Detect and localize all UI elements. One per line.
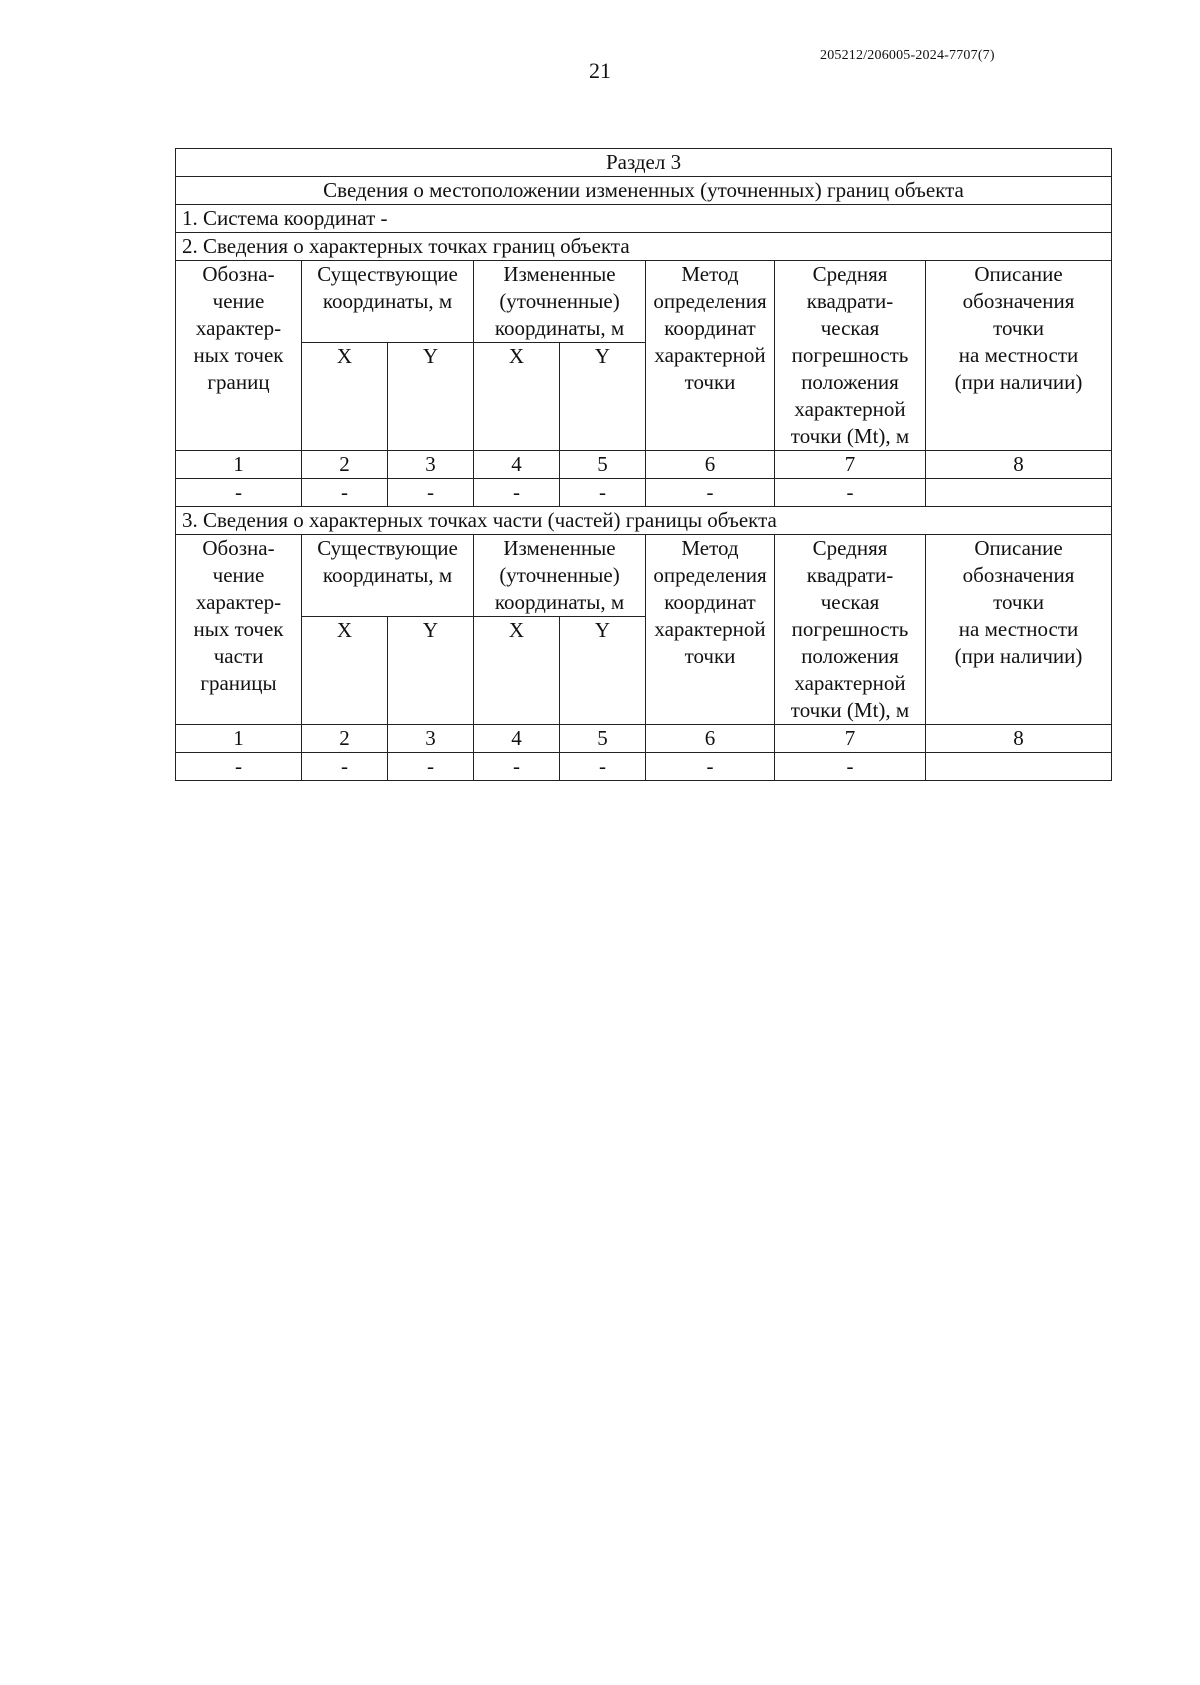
column-number: 3: [388, 451, 474, 479]
designation-header: Обозна- чение характер- ных точек части границы: [176, 535, 302, 725]
changed-y-header: Y: [560, 617, 646, 725]
table-row: [176, 479, 1112, 507]
column-numbers-row: [176, 451, 1112, 479]
column-number: 8: [926, 725, 1112, 753]
page-number: 21: [589, 58, 611, 83]
existing-y-header: Y: [388, 343, 474, 451]
column-number: 4: [474, 725, 560, 753]
column-numbers-row: [176, 725, 1112, 753]
column-number: 5: [560, 451, 646, 479]
table-cell: -: [176, 753, 302, 781]
table-cell: -: [775, 753, 926, 781]
column-number: 3: [388, 725, 474, 753]
table-cell: [926, 479, 1112, 507]
column-number: 6: [646, 725, 775, 753]
table-cell: -: [388, 753, 474, 781]
existing-coordinates-header: Существующие координаты, м: [302, 261, 474, 343]
table-cell: -: [646, 479, 775, 507]
description-header: Описание обозначения точки на местности (при наличии): [926, 261, 1112, 451]
table-cell: -: [646, 753, 775, 781]
table-cell: -: [775, 479, 926, 507]
boundary-points-heading: 2. Сведения о характерных точках границ объекта: [176, 233, 1112, 261]
table-cell: -: [388, 479, 474, 507]
part-boundary-points-heading: 3. Сведения о характерных точках части (частей) границы объекта: [176, 507, 1112, 535]
existing-x-header: X: [302, 617, 388, 725]
existing-x-header: X: [302, 343, 388, 451]
changed-x-header: X: [474, 343, 560, 451]
changed-coordinates-header: Измененные (уточненные) координаты, м: [474, 535, 646, 617]
table-cell: -: [302, 753, 388, 781]
document-number: 205212/206005-2024-7707(7): [820, 48, 995, 63]
column-number: 5: [560, 725, 646, 753]
table-cell: -: [302, 479, 388, 507]
column-number: 2: [302, 725, 388, 753]
existing-y-header: Y: [388, 617, 474, 725]
table-cell: [926, 753, 1112, 781]
column-number: 4: [474, 451, 560, 479]
table-cell: -: [474, 479, 560, 507]
mean-error-header: Средняя квадрати- ческая погрешность положения характерной точки (Mt), м: [775, 261, 926, 451]
section-title: Раздел 3: [176, 149, 1112, 177]
mean-error-header: Средняя квадрати- ческая погрешность положения характерной точки (Mt), м: [775, 535, 926, 725]
section-3-table: [175, 148, 1112, 781]
changed-y-header: Y: [560, 343, 646, 451]
column-number: 7: [775, 451, 926, 479]
changed-x-header: X: [474, 617, 560, 725]
method-header: Метод определения координат характерной точки: [646, 261, 775, 451]
column-number: 2: [302, 451, 388, 479]
changed-coordinates-header: Измененные (уточненные) координаты, м: [474, 261, 646, 343]
method-header: Метод определения координат характерной точки: [646, 535, 775, 725]
table-cell: -: [560, 479, 646, 507]
table-cell: -: [474, 753, 560, 781]
table-cell: -: [560, 753, 646, 781]
table-row: [176, 753, 1112, 781]
column-number: 1: [176, 451, 302, 479]
column-number: 1: [176, 725, 302, 753]
column-number: 8: [926, 451, 1112, 479]
column-number: 6: [646, 451, 775, 479]
existing-coordinates-header: Существующие координаты, м: [302, 535, 474, 617]
coordinate-system-row: 1. Система координат -: [176, 205, 1112, 233]
designation-header: Обозна- чение характер- ных точек границ: [176, 261, 302, 451]
description-header: Описание обозначения точки на местности (при наличии): [926, 535, 1112, 725]
section-subtitle: Сведения о местоположении измененных (уточненных) границ объекта: [176, 177, 1112, 205]
table-cell: -: [176, 479, 302, 507]
column-number: 7: [775, 725, 926, 753]
